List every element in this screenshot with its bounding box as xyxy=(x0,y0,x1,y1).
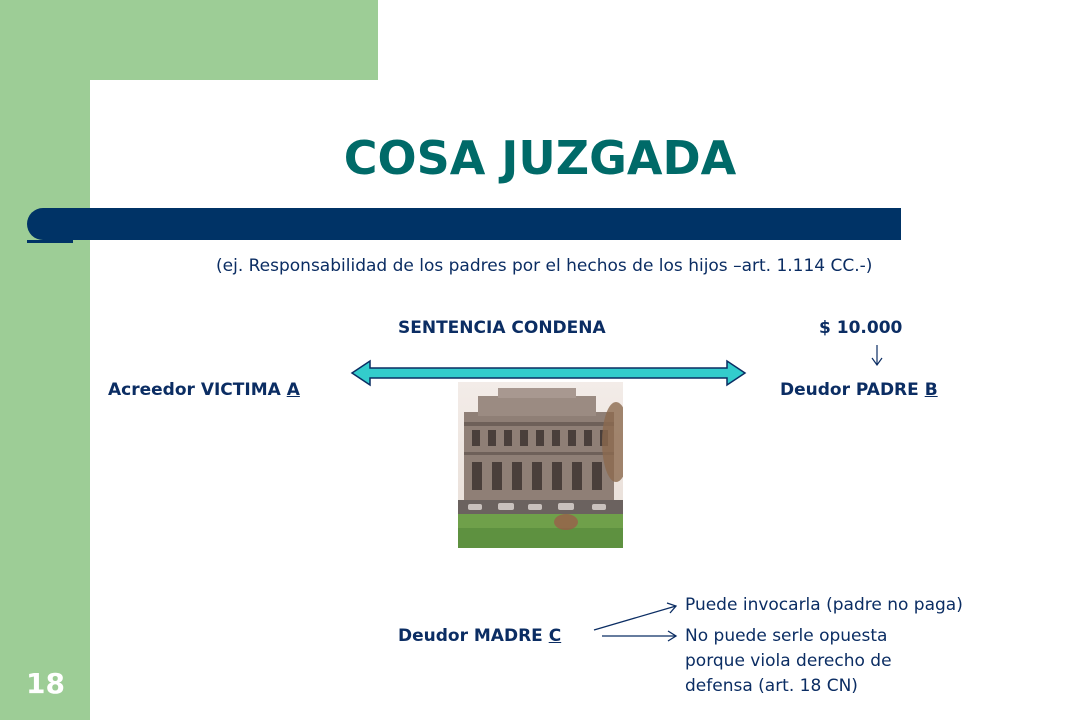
debtor-father-letter: B xyxy=(924,380,938,400)
arrow-to-cannot-oppose-icon xyxy=(602,631,676,641)
double-arrow-icon xyxy=(352,361,745,385)
creditor-text: Acreedor VICTIMA xyxy=(108,380,287,400)
amount-label: $ 10.000 xyxy=(819,318,903,338)
judgment-label: SENTENCIA CONDENA xyxy=(398,318,606,338)
example-note: (ej. Responsabilidad de los padres por el hechos de los hijos –art. 1.114 CC.-) xyxy=(216,256,873,276)
arrow-to-can-invoke-icon xyxy=(594,603,676,630)
outcome-cannot-line-3: defensa (art. 18 CN) xyxy=(685,676,858,696)
outcome-cannot-line-2: porque viola derecho de xyxy=(685,651,892,671)
outcome-can-invoke: Puede invocarla (padre no paga) xyxy=(685,595,963,615)
outcome-cannot-line-1: No puede serle opuesta xyxy=(685,626,888,646)
debtor-mother-text: Deudor MADRE xyxy=(398,626,549,646)
debtor-mother-letter: C xyxy=(548,626,562,646)
slide-title: COSA JUZGADA xyxy=(343,131,737,185)
debtor-father-text: Deudor PADRE xyxy=(780,380,925,400)
page-number: 18 xyxy=(26,667,65,700)
down-arrow-icon xyxy=(872,345,882,365)
creditor-letter: A xyxy=(286,380,300,400)
